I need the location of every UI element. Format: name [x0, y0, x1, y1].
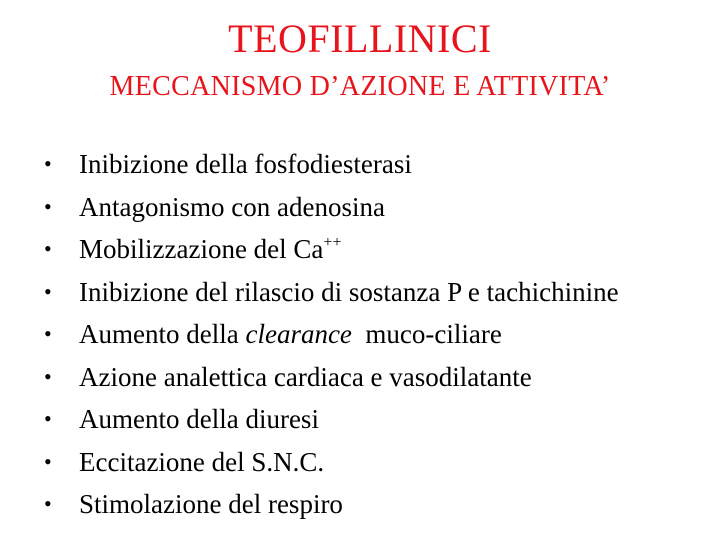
bullet-list — [44, 143, 619, 526]
bullet-item-diuresis — [44, 398, 619, 441]
bullet-item-substance-p — [44, 271, 619, 314]
bullet-item-cardiac — [44, 356, 619, 399]
bullet-text: Inibizione del rilascio di sostanza P e tachichinine — [79, 276, 619, 307]
bullet-item-calcium — [44, 228, 619, 271]
bullet-text-post: muco-ciliare — [351, 319, 502, 349]
bullet-text-pre: Aumento della — [79, 319, 246, 349]
bullet-icon: • — [44, 321, 52, 346]
bullet-item-adenosine — [44, 186, 619, 229]
bullet-text: Stimolazione del respiro — [79, 489, 343, 519]
bullet-icon: • — [44, 448, 52, 474]
bullet-icon: • — [44, 491, 52, 516]
bullet-icon: • — [44, 278, 52, 304]
bullet-text: Aumento della diuresi — [79, 404, 319, 434]
bullet-icon: • — [44, 151, 52, 176]
bullet-text: Azione analettica cardiaca e vasodilatante — [79, 361, 532, 392]
bullet-text-italic: clearance — [245, 319, 352, 349]
bullet-text: Mobilizzazione del Ca — [79, 234, 324, 264]
bullet-text: Antagonismo con adenosina — [79, 191, 385, 222]
bullet-item-respiration — [44, 483, 619, 526]
bullet-item-phosphodiesterase — [44, 143, 619, 186]
bullet-item-cns — [44, 441, 619, 484]
bullet-icon: • — [44, 363, 52, 389]
slide-subtitle: MECCANISMO D’AZIONE E ATTIVITA’ — [109, 71, 611, 102]
bullet-icon: • — [44, 406, 52, 431]
bullet-icon: • — [44, 193, 52, 219]
bullet-text: Eccitazione del S.N.C. — [79, 446, 325, 477]
bullet-item-clearance — [44, 313, 619, 356]
bullet-icon: • — [44, 236, 52, 261]
bullet-superscript: ++ — [323, 234, 342, 251]
bullet-text: Inibizione della fosfodiesterasi — [79, 149, 412, 179]
slide-title: TEOFILLINICI — [228, 16, 492, 61]
